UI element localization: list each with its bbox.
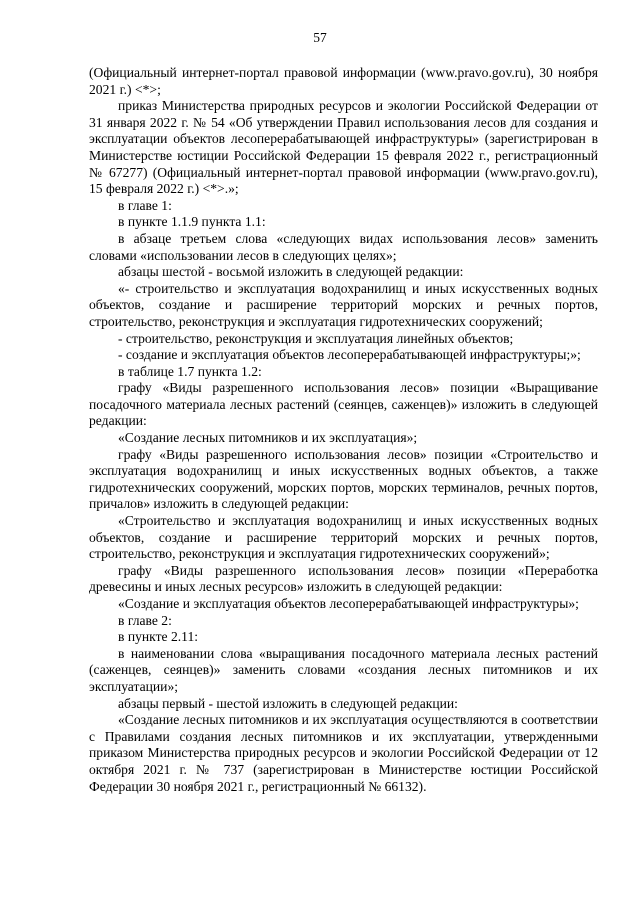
paragraph-5: в абзаце третьем слова «следующих видах использования лесов» заменить словами «использовании лесов в следующих целях»; — [89, 230, 598, 263]
paragraph-3: в главе 1: — [118, 197, 172, 213]
paragraph-9: - создание и эксплуатация объектов лесоперерабатывающей инфраструктуры;»; — [118, 347, 581, 363]
paragraph-13: графу «Виды разрешенного использования лесов» позиции «Строительство и эксплуатация водохранилищ и иных искусственных водных объектов, а также гидротехнических сооружений, морских портов, морских терминалов, речных портов, причалов» изложить в следующей редакции: — [89, 446, 598, 512]
paragraph-7: «- строительство и эксплуатация водохранилищ и иных искусственных водных объектов, создание и расширение территорий морских и речных портов, строительство, реконструкция и эксплуатация гидротехнических сооружений; — [89, 280, 598, 329]
paragraph-8: - строительство, реконструкция и эксплуатация линейных объектов; — [118, 330, 514, 346]
paragraph-15: графу «Виды разрешенного использования лесов» позиции «Переработка древесины и иных лесных ресурсов» изложить в следующей редакции: — [89, 562, 598, 595]
paragraph-14: «Строительство и эксплуатация водохранилищ и иных искусственных водных объектов, создание и расширение территорий морских и речных портов, строительство, реконструкция и эксплуатация гидротехнических сооружений»; — [89, 513, 598, 562]
paragraph-1: (Официальный интернет-портал правовой информации (www.pravo.gov.ru), 30 ноября 2021 г.) <*>; — [89, 65, 598, 97]
paragraph-4: в пункте 1.1.9 пункта 1.1: — [118, 214, 266, 230]
page-number: 57 — [313, 30, 327, 45]
paragraph-19: в наименовании слова «выращивания посадочного материала лесных растений (саженцев, сеянцев)» заменить словами «создания лесных питомников и их эксплуатации»; — [89, 645, 598, 694]
paragraph-2: приказ Министерства природных ресурсов и экологии Российской Федерации от 31 января 2022 г. № 54 «Об утверждении Правил использования лесов для создания и эксплуатации объектов лесоперерабатывающей инфраструктуры» (зарегистрирован в Министерстве юстиции Российской Федерации 15 февраля 2022 г., регистрационный № 67277) (Официальный интернет-портал правовой информации (www.pravo.gov.ru), 15 февраля 2022 г.) <*>.»; — [89, 98, 598, 197]
paragraph-21: «Создание лесных питомников и их эксплуатация осуществляются в соответствии с Правилами создания лесных питомников и их эксплуатации, утвержденными приказом Министерства природных ресурсов и экологии Российской Федерации от 12 октября 2021 г. № 737 (зарегистрирован в Министерстве юстиции Российской Федерации 30 ноября 2021 г., регистрационный № 66132). — [89, 712, 598, 794]
document-body — [89, 65, 598, 795]
paragraph-11: графу «Виды разрешенного использования лесов» позиции «Выращивание посадочного материала лесных растений (сеянцев, саженцев)» изложить в следующей редакции: — [89, 380, 598, 429]
paragraph-6: абзацы шестой - восьмой изложить в следующей редакции: — [118, 264, 464, 280]
paragraph-16: «Создание и эксплуатация объектов лесоперерабатывающей инфраструктуры»; — [118, 596, 579, 611]
paragraph-20: абзацы первый - шестой изложить в следующей редакции: — [118, 695, 458, 711]
paragraph-18: в пункте 2.11: — [118, 629, 199, 645]
paragraph-17: в главе 2: — [118, 612, 172, 628]
paragraph-12: «Создание лесных питомников и их эксплуатация»; — [118, 430, 418, 446]
paragraph-10: в таблице 1.7 пункта 1.2: — [118, 363, 262, 379]
